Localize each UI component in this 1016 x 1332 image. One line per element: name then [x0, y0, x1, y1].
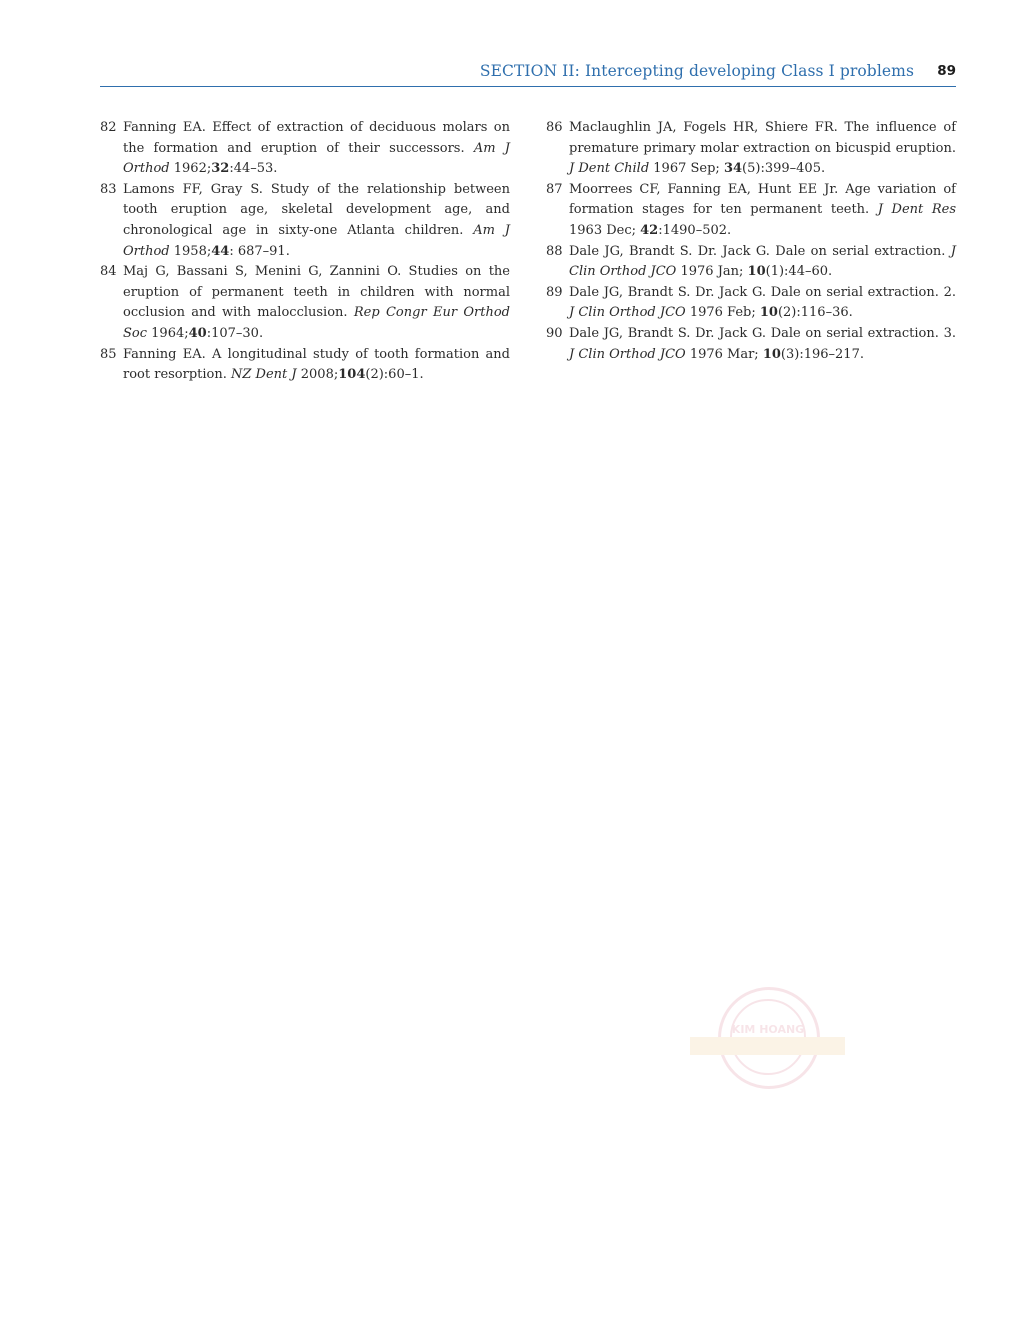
volume-number: 44 — [211, 243, 230, 259]
volume-number: 32 — [211, 161, 230, 177]
citation-text: 1964; — [147, 325, 189, 341]
citation-text: (2):60–1. — [365, 367, 424, 383]
journal-name: Am J Orthod — [123, 222, 510, 259]
reference-item — [100, 118, 510, 180]
volume-number: 34 — [723, 161, 743, 177]
reference-number: 86 — [546, 120, 563, 135]
citation-text: 1967 Sep; — [649, 161, 724, 177]
citation-text: 1962; — [169, 161, 212, 177]
citation-text: (3):196–217. — [780, 346, 864, 362]
reference-number: 85 — [100, 346, 117, 362]
reference-item — [546, 242, 956, 283]
citation-text: (5):399–405. — [742, 161, 826, 177]
citation-text: Dale JG, Brandt S. Dr. Jack G. Dale on serial extraction. 3. — [569, 325, 956, 341]
section-title: SECTION II: Intercepting developing Class I problems — [479, 62, 914, 80]
reference-item — [546, 180, 956, 242]
reference-item — [100, 180, 510, 262]
stamp-ribbon — [690, 1037, 845, 1055]
citation-text: 1976 Jan; — [676, 264, 748, 280]
journal-name: Rep Congr Eur Orthod Soc — [123, 305, 510, 341]
citation-text: 1976 Feb; — [685, 305, 760, 321]
volume-number: 10 — [747, 264, 766, 280]
citation-text: 1976 Mar; — [685, 346, 763, 362]
journal-name: J Clin Orthod JCO — [569, 243, 956, 280]
reference-item — [100, 262, 510, 344]
citation-text: 1958; — [169, 243, 212, 259]
citation-text: Maj G, Bassani S, Menini G, Zannini O. Studies on the eruption of permanent teeth in children with normal occlusion and with malocclusion. — [123, 264, 510, 321]
reference-item — [546, 283, 956, 324]
reference-number: 87 — [546, 181, 563, 197]
citation-text: (2):116–36. — [777, 305, 853, 321]
citation-text: Fanning EA. Effect of extraction of deciduous molars on the formation and eruption of their successors. — [123, 120, 510, 156]
volume-number: 10 — [762, 346, 781, 362]
reference-column-left — [100, 118, 510, 386]
citation-text: Lamons FF, Gray S. Study of the relationship between tooth eruption age, skeletal development age, and chronological age in sixty-one Atlanta children. — [123, 181, 510, 238]
citation-text: : 687–91. — [229, 243, 290, 259]
citation-text: :107–30. — [206, 325, 264, 341]
reference-number: 84 — [100, 264, 117, 280]
stamp-text: KIM HOANG — [731, 1023, 805, 1036]
citation-text: Dale JG, Brandt S. Dr. Jack G. Dale on serial extraction. 2. — [569, 284, 956, 300]
citation-text: Maclaughlin JA, Fogels HR, Shiere FR. The influence of premature primary molar extraction on bicuspid eruption. — [569, 120, 956, 156]
reference-number: 89 — [546, 284, 563, 300]
page-number: 89 — [937, 63, 956, 79]
journal-name: J Dent Child — [569, 161, 650, 177]
citation-text: :44–53. — [229, 161, 278, 177]
citation-text: :1490–502. — [658, 222, 732, 238]
volume-number: 42 — [640, 222, 659, 238]
volume-number: 10 — [759, 305, 778, 321]
reference-number: 83 — [100, 181, 117, 197]
reference-number: 82 — [100, 120, 117, 135]
citation-text: Dale JG, Brandt S. Dr. Jack G. Dale on serial extraction. — [569, 243, 951, 259]
citation-text: Fanning EA. A longitudinal study of tooth formation and root resorption. — [123, 346, 510, 383]
journal-name: J Dent Res — [877, 202, 956, 218]
citation-text: (1):44–60. — [765, 264, 833, 280]
journal-name: J Clin Orthod JCO — [569, 346, 686, 362]
volume-number: 104 — [338, 367, 366, 383]
watermark-stamp — [690, 985, 845, 1085]
reference-item — [546, 118, 956, 180]
reference-item — [546, 324, 956, 365]
journal-name: Am J Orthod — [123, 140, 510, 177]
reference-number: 90 — [546, 325, 563, 341]
reference-column-right — [546, 118, 956, 365]
citation-text: 1963 Dec; — [569, 222, 641, 238]
volume-number: 40 — [188, 325, 207, 341]
citation-text: Moorrees CF, Fanning EA, Hunt EE Jr. Age variation of formation stages for ten permanent teeth. — [569, 181, 956, 218]
reference-item — [100, 345, 510, 386]
journal-name: J Clin Orthod JCO — [569, 305, 686, 321]
journal-name: NZ Dent J — [231, 367, 297, 383]
citation-text: 2008; — [296, 367, 339, 383]
reference-number: 88 — [546, 243, 563, 259]
running-header — [100, 62, 956, 87]
